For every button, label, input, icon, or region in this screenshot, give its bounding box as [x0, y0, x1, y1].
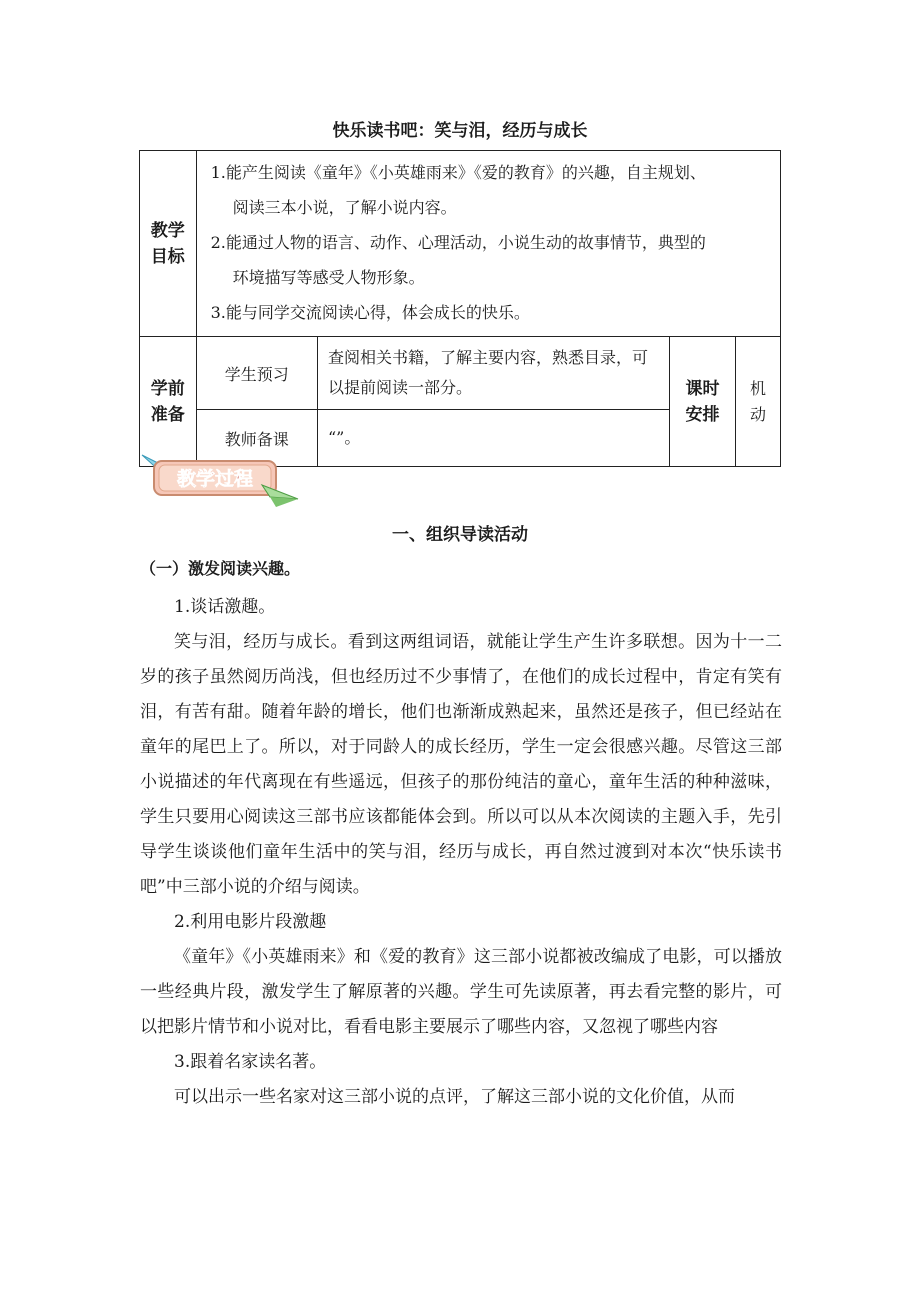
goal-2: 2.能通过人物的语言、动作、心理活动，小说生动的故事情节，典型的 环境描写等感受人物形象。	[210, 233, 706, 287]
paragraph: 笑与泪，经历与成长。看到这两组词语，就能让学生产生许多联想。因为十一二岁的孩子虽然阅历尚浅，但也经历过不少事情了，在他们的成长过程中，肯定有笑有泪，有苦有甜。随着年龄的增长，他们也渐渐成熟起来，虽然还是孩子，但已经站在童年的尾巴上了。所以，对于同龄人的成长经历，学生一定会很感兴趣。尽管这三部小说描述的年代离现在有些遥远，但孩子的那份纯洁的童心，童年生活的种种滋味，学生只要用心阅读这三部书应该都能体会到。所以可以从本次阅读的主题入手，先引导学生谈谈他们童年生活中的笑与泪，经历与成长，再自然过渡到对本次“快乐读书吧”中三部小说的介绍与阅读。	[140, 632, 782, 897]
document-title: 快乐读书吧：笑与泪，经历与成长	[332, 121, 588, 141]
paragraph: 《童年》《小英雄雨来》和《爱的教育》这三部小说都被改编成了电影，可以播放一些经典片段，激发学生了解原著的兴趣。学生可先读原著，再去看完整的影片，可以把影片情节和小说对比，看看电影主要展示了哪些内容，又忽视了哪些内容	[140, 947, 782, 1037]
teaching-process-badge	[140, 447, 300, 509]
lesson-plan-table	[139, 150, 781, 467]
goal-1: 1.能产生阅读《童年》《小英雄雨来》《爱的教育》的兴趣，自主规划、 阅读三本小说，了解小说内容。	[210, 163, 706, 217]
prep-header: 学前准备	[140, 337, 197, 467]
body-text	[140, 590, 782, 1115]
schedule-header: 课时安排	[670, 337, 736, 467]
goal-3: 3.能与同学交流阅读心得，体会成长的快乐。	[210, 303, 530, 322]
section-title: 一、组织导读活动	[392, 525, 528, 545]
student-prep-label: 学生预习	[196, 337, 317, 410]
paper-plane-icon	[262, 485, 298, 499]
schedule-value: 机动	[735, 337, 780, 467]
student-prep-value: 查阅相关书籍，了解主要内容，熟悉目录，可以提前阅读一部分。	[317, 337, 669, 410]
goals-header: 教学目标	[140, 151, 197, 337]
goals-cell	[196, 151, 780, 337]
paragraph: 可以出示一些名家对这三部小说的点评，了解这三部小说的文化价值，从而	[174, 1087, 735, 1107]
badge-label: 教学过程	[176, 468, 254, 490]
paragraph: 3.跟着名家读名著。	[174, 1052, 327, 1072]
subsection-title: （一）激发阅读兴趣。	[140, 559, 301, 578]
teacher-prep-label: 教师备课	[196, 410, 317, 467]
teacher-prep-value: “”。	[317, 410, 669, 467]
paragraph: 1.谈话激趣。	[174, 597, 276, 617]
paragraph: 2.利用电影片段激趣	[174, 912, 327, 932]
